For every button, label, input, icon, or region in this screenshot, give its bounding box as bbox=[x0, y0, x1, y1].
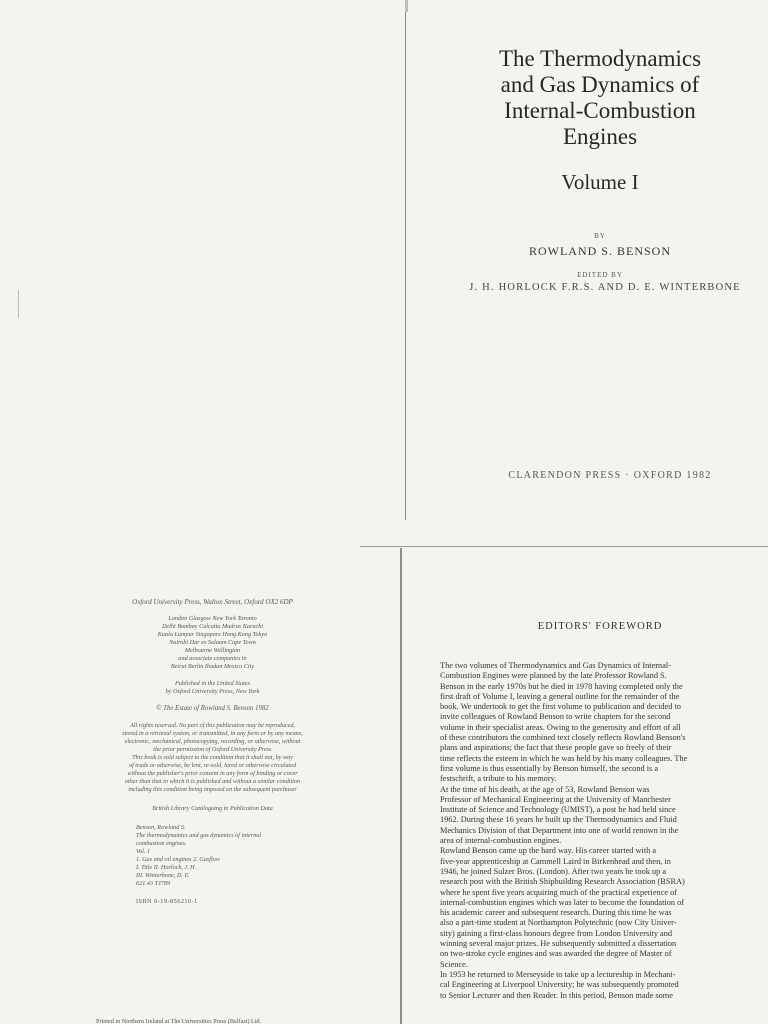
foreword-line: winning several major prizes. He subsequently submitted a dissertation bbox=[440, 939, 677, 949]
catalog-line: III. Winterbone, D. E. bbox=[136, 872, 190, 879]
copyright-line: without the publisher's prior consent in any form of binding or cover bbox=[127, 770, 298, 777]
title-line: Engines bbox=[562, 124, 638, 149]
foreword-line: book. We undertook to get the first volume to publication and decided to bbox=[440, 702, 681, 712]
foreword-line: time reflects the esteem in which he was held by his many colleagues. The bbox=[440, 753, 688, 763]
foreword-line: also a part-time student at Northampton Polytechnic (now City Univer- bbox=[440, 918, 677, 928]
copyright-line: and associate companies in bbox=[178, 655, 247, 662]
foreword-line: The two volumes of Thermodynamics and Gas Dynamics of Internal- bbox=[440, 661, 671, 670]
copyright-line: Beirut Berlin Ibadan Mexico City bbox=[170, 663, 255, 670]
copyright-line: London Glasgow New York Toronto bbox=[168, 615, 257, 622]
copyright-line: including this condition being imposed on the subsequent purchaser bbox=[128, 786, 297, 793]
title-line: and Gas Dynamics of bbox=[500, 72, 700, 97]
copyright-line: Oxford University Press, Walton Street, Oxford OX2 6DP bbox=[132, 598, 293, 606]
foreword-line: sity) gaining a first-class honours degree from London University and bbox=[440, 928, 673, 938]
foreword-line: first draft of Volume I, leaving a general outline for the remainder of the bbox=[440, 691, 680, 701]
catalog-line: 621.43 TJ789 bbox=[136, 880, 171, 887]
copyright-line: electronic, mechanical, photocopying, recording, or otherwise, without bbox=[124, 738, 301, 745]
top-gutter-line bbox=[405, 0, 406, 520]
publisher-imprint: CLARENDON PRESS · OXFORD 1982 bbox=[508, 470, 712, 481]
foreword-line: festschrift, a tribute to his memory. bbox=[440, 774, 557, 784]
foreword-line: where he spent five years acquiring much of the practical experience of bbox=[440, 887, 678, 897]
author-name: ROWLAND S. BENSON bbox=[528, 244, 671, 258]
foreword-line: cal Engineering at Liverpool University; he was subsequently promoted bbox=[440, 980, 679, 990]
scan-smudge bbox=[405, 0, 408, 12]
edited-by-label: EDITED BY bbox=[577, 271, 623, 279]
book-title bbox=[440, 46, 760, 150]
foreword-line: of these contributors the combined text closely reflects Rowland Benson's bbox=[440, 733, 686, 743]
by-label: BY bbox=[594, 232, 606, 240]
copyright-line: Kuala Lumpur Singapore Hong Kong Tokyo bbox=[157, 631, 268, 638]
catalog-line: combustion engines. bbox=[136, 840, 187, 847]
foreword-line: research post with the British Shipbuilding Research Association (BSRA) bbox=[440, 877, 685, 887]
copyright-line: Delhi Bombay Calcutta Madras Karachi bbox=[161, 623, 264, 630]
copyright-line: other than that in which it is published and without a similar condition bbox=[124, 778, 301, 785]
printer-line: Printed in Northern Ireland at The Universities Press (Belfast) Ltd. bbox=[96, 1018, 262, 1024]
foreword-line: Mechanics Division of that Department into one of world renown in the bbox=[440, 825, 679, 835]
copyright-line: the prior permission of Oxford University Press bbox=[153, 746, 272, 753]
foreword-line: At the time of his death, at the age of 53, Rowland Benson was bbox=[440, 784, 650, 794]
foreword-line: five-year apprenticeship at Cammell Laird in Birkenhead and then, in bbox=[440, 856, 671, 866]
copyright-line: of trade or otherwise, be lent, re-sold, hired or otherwise circulated bbox=[128, 762, 297, 769]
foreword-body bbox=[440, 661, 760, 1001]
page-separator-line bbox=[360, 546, 768, 547]
copyright-line: All rights reserved. No part of this publication may be reproduced, bbox=[130, 722, 295, 729]
foreword-line: Benson in the early 1970s but he died in 1978 having completed only the bbox=[440, 681, 683, 691]
copyright-line: Published in the United States bbox=[175, 680, 250, 687]
catalog-line: 1. Gas and oil engines 2. Gasflow bbox=[136, 856, 220, 863]
copyright-line: by Oxford University Press, New York bbox=[165, 688, 260, 695]
catalog-line: The thermodynamics and gas dynamics of internal bbox=[136, 832, 262, 839]
foreword-line: Professor of Mechanical Engineering at the University of Manchester bbox=[440, 794, 671, 804]
foreword-line: volume in their specialist areas. Owing to the generosity and effort of all bbox=[440, 722, 681, 732]
catalog-line: I. Title II. Horlock, J. H. bbox=[136, 864, 197, 871]
foreword-line: In 1953 he returned to Merseyside to take up a lectureship in Mechani- bbox=[440, 969, 676, 979]
copyright-line: stored in a retrieval system, or transmitted, in any form or by any means, bbox=[122, 730, 303, 737]
foreword-line: plans and aspirations; the fact that these people gave so freely of their bbox=[440, 743, 672, 753]
foreword-line: 1946, he joined Sulzer Bros. (London). After two years he took up a bbox=[440, 866, 667, 876]
foreword-line: first volume is thus essentially by Benson himself, the second is a bbox=[440, 763, 658, 773]
foreword-line: on two-stroke cycle engines and was awarded the degree of Master of bbox=[440, 949, 672, 959]
title-line: The Thermodynamics bbox=[498, 46, 702, 71]
foreword-line: Combustion Engines were planned by the late Professor Rowland S. bbox=[440, 671, 667, 681]
copyright-notice: © The Estate of Rowland S. Benson 1982 bbox=[156, 705, 269, 712]
catalog-line: Vol. 1 bbox=[136, 848, 151, 855]
foreword-line: 1962. During these 16 years he built up the Thermodynamics and Fluid bbox=[440, 815, 677, 825]
copyright-page bbox=[70, 598, 355, 906]
editor-names: J. H. HORLOCK F.R.S. AND D. E. WINTERBONE bbox=[469, 282, 741, 293]
foreword-line: Institute of Science and Technology (UMIST), a post he had held since bbox=[440, 805, 676, 815]
cip-heading: British Library Cataloguing in Publication Data bbox=[152, 805, 273, 812]
foreword-line: to Senior Lecturer and then Reader. In this period, Benson made some bbox=[440, 990, 673, 1000]
foreword-line: invite colleagues of Rowland Benson to write chapters for the second bbox=[440, 712, 671, 722]
foreword-line: internal-combustion engines which was later to become the foundation of bbox=[440, 897, 684, 907]
isbn: ISBN 0-19-856210-1 bbox=[136, 898, 198, 905]
copyright-line: This book is sold subject to the condition that it shall not, by way bbox=[132, 754, 293, 761]
scan-smudge bbox=[18, 290, 19, 318]
foreword-line: area of internal-combustion engines. bbox=[440, 836, 562, 846]
copyright-line: Nairobi Dar es Salaam Cape Town bbox=[169, 639, 256, 646]
foreword-line: Science. bbox=[440, 959, 468, 969]
bottom-gutter-line bbox=[400, 548, 402, 1024]
copyright-line: Melbourne Wellington bbox=[184, 647, 241, 654]
title-line: Internal-Combustion bbox=[504, 98, 696, 123]
foreword-line: Rowland Benson came up the hard way. His career started with a bbox=[440, 846, 657, 856]
volume-label: Volume I bbox=[561, 170, 639, 194]
foreword-heading: EDITORS' FOREWORD bbox=[537, 621, 663, 632]
catalog-line: Benson, Rowland S. bbox=[136, 824, 186, 831]
foreword-line: his academic career and subsequent research. During this time he was bbox=[440, 908, 672, 918]
